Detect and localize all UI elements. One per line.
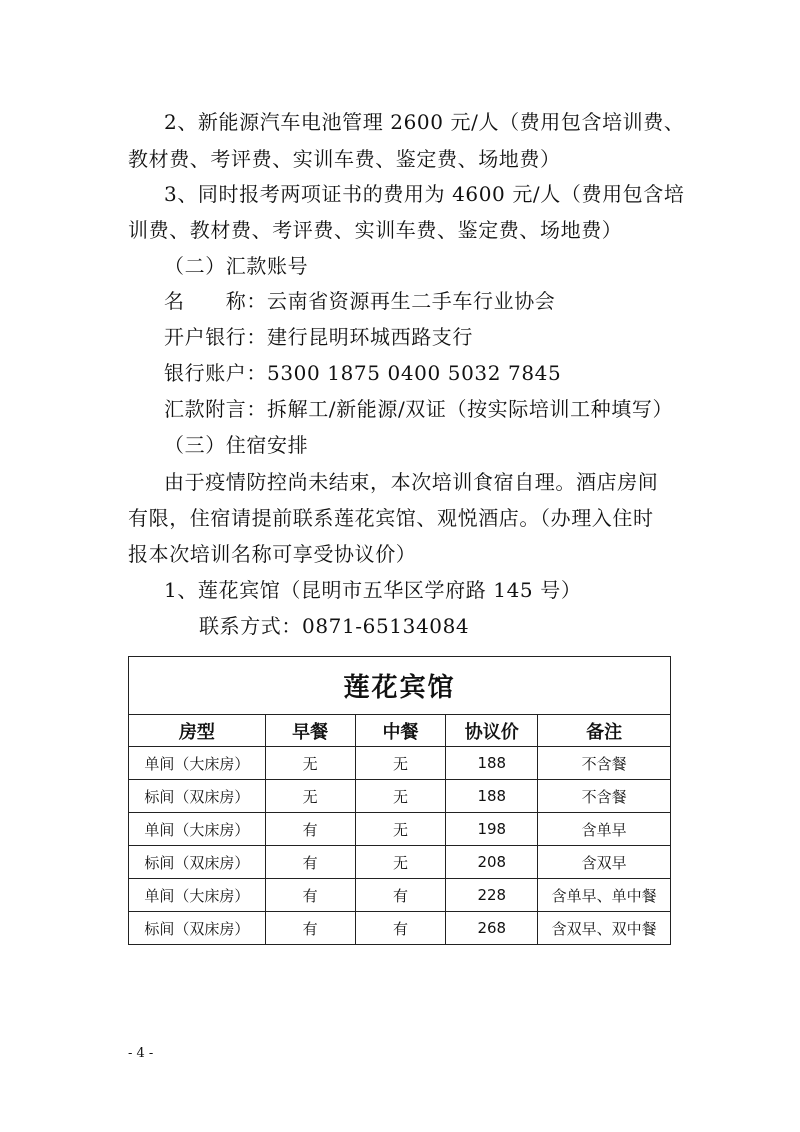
breakfast-cell: 有: [265, 813, 355, 846]
bank-name: 开户银行：建行昆明环城西路支行: [164, 325, 473, 349]
remarks-cell: 含单早、单中餐: [538, 879, 671, 912]
section-heading-remittance: （二）汇款账号: [164, 254, 309, 278]
remarks-cell: 不含餐: [538, 747, 671, 780]
price-cell: 198: [446, 813, 538, 846]
lunch-cell: 无: [355, 747, 446, 780]
price-cell: 228: [446, 879, 538, 912]
fee-item-2-continued: 教材费、考评费、实训车费、鉴定费、场地费）: [128, 147, 561, 171]
accommodation-paragraph-line-3: 报本次培训名称可享受协议价）: [128, 542, 417, 566]
table-row: [129, 747, 671, 780]
hotel-contact: 联系方式：0871-65134084: [199, 614, 470, 638]
lunch-cell: 无: [355, 846, 446, 879]
room-type-cell: 单间（大床房）: [129, 879, 266, 912]
price-cell: 268: [446, 912, 538, 945]
price-cell: 188: [446, 747, 538, 780]
header-breakfast: 早餐: [265, 715, 355, 747]
room-type-cell: 标间（双床房）: [129, 846, 266, 879]
breakfast-cell: 有: [265, 879, 355, 912]
remarks-cell: 不含餐: [538, 780, 671, 813]
breakfast-cell: 无: [265, 780, 355, 813]
accommodation-paragraph-line-2: 有限，住宿请提前联系莲花宾馆、观悦酒店。（办理入住时: [128, 506, 654, 530]
table-title: 莲花宾馆: [129, 657, 671, 715]
hotel-price-table: [128, 656, 671, 945]
table-row: [129, 879, 671, 912]
price-cell: 208: [446, 846, 538, 879]
lunch-cell: 有: [355, 912, 446, 945]
fee-item-3-continued: 训费、教材费、考评费、实训车费、鉴定费、场地费）: [128, 218, 623, 242]
account-name: 名 称：云南省资源再生二手车行业协会: [164, 289, 556, 313]
hotel-item-1: 1、莲花宾馆（昆明市五华区学府路 145 号）: [164, 578, 582, 602]
room-type-cell: 标间（双床房）: [129, 780, 266, 813]
hotel-price-table-container: [128, 656, 671, 941]
breakfast-cell: 有: [265, 912, 355, 945]
accommodation-paragraph-line-1: 由于疫情防控尚未结束，本次培训食宿自理。酒店房间: [164, 470, 659, 494]
header-lunch: 中餐: [355, 715, 446, 747]
table-title-row: [129, 657, 671, 715]
fee-item-2: 2、新能源汽车电池管理 2600 元/人（费用包含培训费、: [164, 110, 685, 134]
fee-item-3: 3、同时报考两项证书的费用为 4600 元/人（费用包含培: [164, 182, 685, 206]
room-type-cell: 标间（双床房）: [129, 912, 266, 945]
lunch-cell: 无: [355, 813, 446, 846]
header-agreed-price: 协议价: [446, 715, 538, 747]
breakfast-cell: 无: [265, 747, 355, 780]
section-heading-accommodation: （三）住宿安排: [164, 433, 309, 457]
bank-account-number: 银行账户：5300 1875 0400 5032 7845: [164, 361, 562, 385]
remarks-cell: 含双早、双中餐: [538, 912, 671, 945]
lunch-cell: 无: [355, 780, 446, 813]
page-number: - 4 -: [128, 1046, 154, 1061]
table-row: [129, 846, 671, 879]
table-row: [129, 813, 671, 846]
lunch-cell: 有: [355, 879, 446, 912]
breakfast-cell: 有: [265, 846, 355, 879]
room-type-cell: 单间（大床房）: [129, 747, 266, 780]
remittance-note: 汇款附言：拆解工/新能源/双证（按实际培训工种填写）: [164, 397, 674, 421]
header-room-type: 房型: [129, 715, 266, 747]
room-type-cell: 单间（大床房）: [129, 813, 266, 846]
remarks-cell: 含双早: [538, 846, 671, 879]
header-remarks: 备注: [538, 715, 671, 747]
table-header-row: [129, 715, 671, 747]
remarks-cell: 含单早: [538, 813, 671, 846]
table-row: [129, 912, 671, 945]
price-cell: 188: [446, 780, 538, 813]
table-row: [129, 780, 671, 813]
